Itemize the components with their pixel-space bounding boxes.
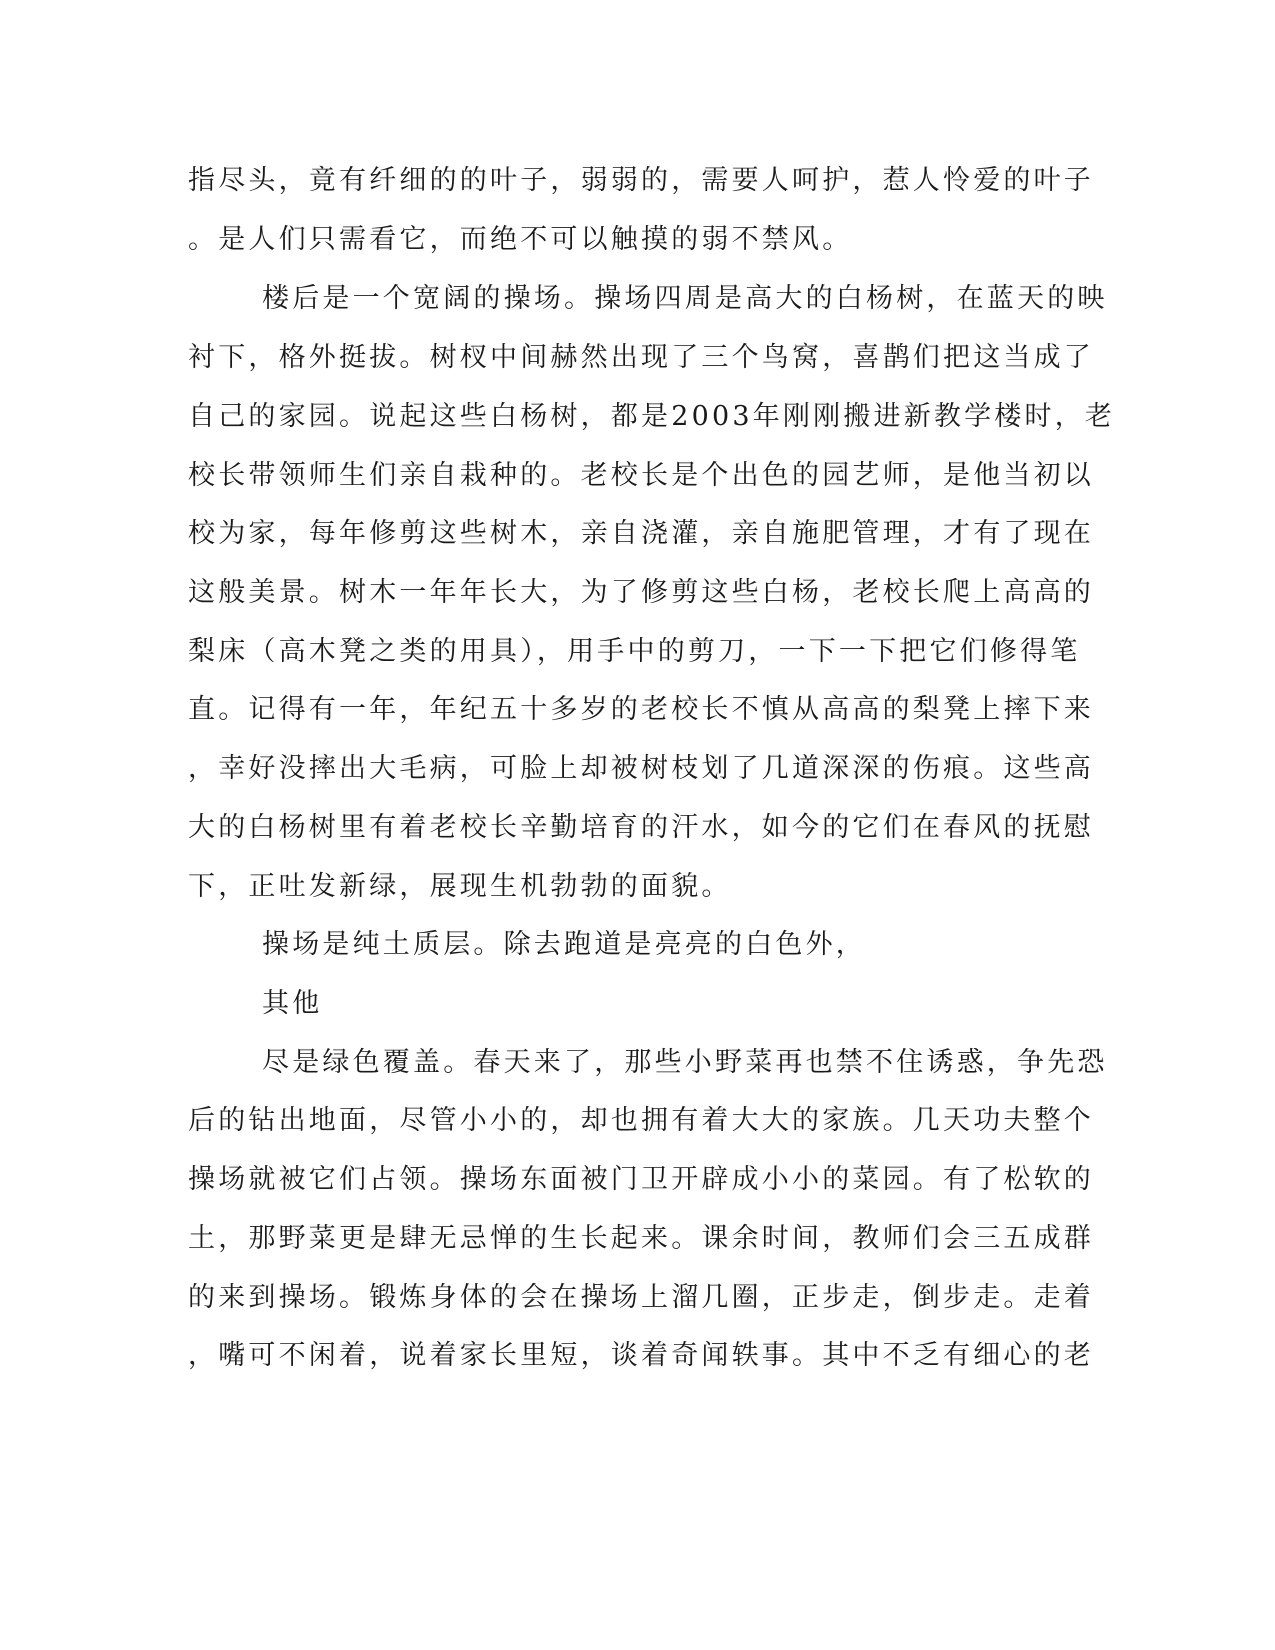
text-line: 校长带领师生们亲自栽种的。老校长是个出色的园艺师，是他当初以 [188, 460, 1094, 491]
text-line: 梨床（高木凳之类的用具），用手中的剪刀，一下一下把它们修得笔 [188, 636, 1081, 667]
text-line: 的来到操场。锻炼身体的会在操场上溜几圈，正步走，倒步走。走着 [188, 1282, 1094, 1313]
paragraph-start-line: 尽是绿色覆盖。春天来了，那些小野菜再也禁不住诱惑，争先恐 [262, 1047, 1108, 1078]
paragraph-start-line: 其他 [262, 988, 323, 1019]
text-line: 这般美景。树木一年年长大，为了修剪这些白杨，老校长爬上高高的 [188, 577, 1094, 608]
text-line: 。是人们只需看它，而绝不可以触摸的弱不禁风。 [188, 224, 853, 255]
text-line: 指尽头，竟有纤细的的叶子，弱弱的，需要人呵护，惹人怜爱的叶子 [188, 165, 1094, 196]
paragraph-start-line: 楼后是一个宽阔的操场。操场四周是高大的白杨树，在蓝天的映 [262, 283, 1108, 314]
text-line: 后的钻出地面，尽管小小的，却也拥有着大大的家族。几天功夫整个 [188, 1105, 1094, 1136]
text-line: 自己的家园。说起这些白杨树，都是2003年刚刚搬进新教学楼时，老 [188, 401, 1116, 432]
text-line: 土，那野菜更是肆无忌惮的生长起来。课余时间，教师们会三五成群 [188, 1223, 1094, 1254]
text-line: ，幸好没摔出大毛病，可脸上却被树枝划了几道深深的伤痕。这些高 [188, 753, 1094, 784]
text-line: ，嘴可不闲着，说着家长里短，谈着奇闻轶事。其中不乏有细心的老 [188, 1340, 1094, 1371]
text-line: 操场就被它们占领。操场东面被门卫开辟成小小的菜园。有了松软的 [188, 1164, 1094, 1195]
text-line: 衬下，格外挺拔。树杈中间赫然出现了三个鸟窝，喜鹊们把这当成了 [188, 342, 1094, 373]
paragraph-start-line: 操场是纯土质层。除去跑道是亮亮的白色外， [262, 929, 866, 960]
text-line: 下，正吐发新绿，展现生机勃勃的面貌。 [188, 871, 732, 902]
text-line: 大的白杨树里有着老校长辛勤培育的汗水，如今的它们在春风的抚慰 [188, 812, 1094, 843]
text-line: 直。记得有一年，年纪五十多岁的老校长不慎从高高的梨凳上摔下来 [188, 694, 1094, 725]
text-line: 校为家，每年修剪这些树木，亲自浇灌，亲自施肥管理，才有了现在 [188, 518, 1094, 549]
